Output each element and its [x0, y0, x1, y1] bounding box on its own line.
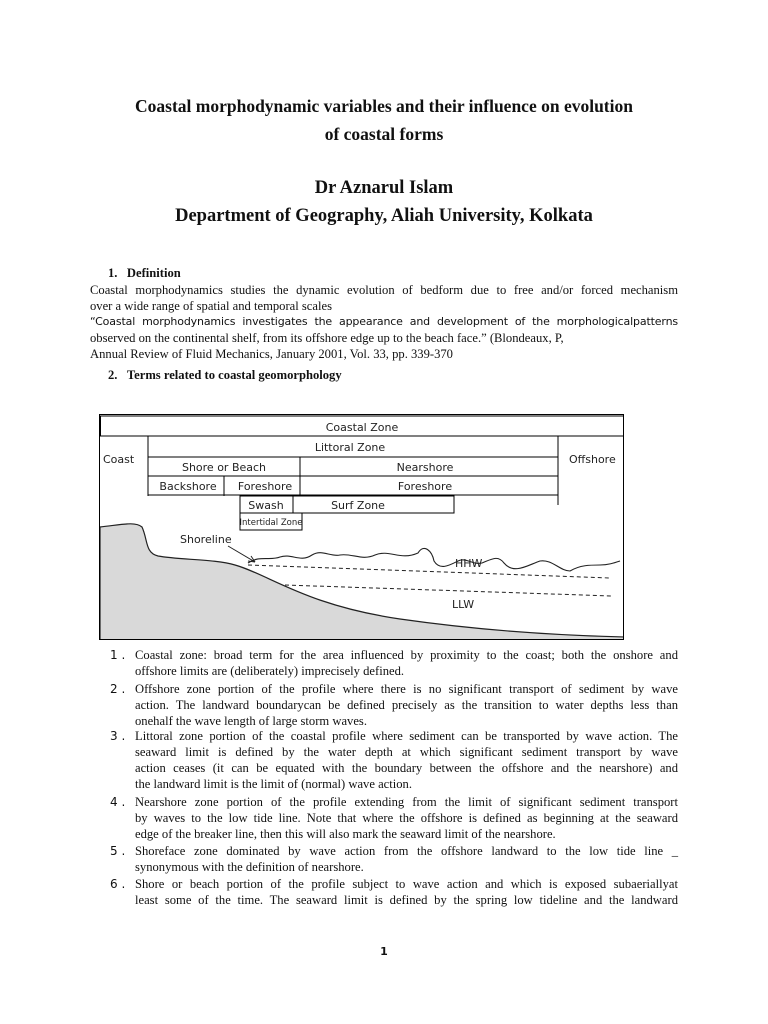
list-item-line: action ceases (it can be equated with the boundary between the offshore and the nearshore) and	[135, 761, 678, 775]
list-item-line: Coastal zone: broad term for the area influenced by proximity to the coast; both the onshore and	[135, 648, 678, 662]
coastal-zone-diagram	[99, 414, 624, 640]
coast-label: Coast	[103, 453, 135, 466]
water-surface-line	[248, 548, 620, 571]
llw-line	[285, 585, 612, 596]
offshore-label: Offshore	[569, 453, 616, 466]
list-item-line: onehalf the wave length of large storm waves.	[135, 714, 367, 728]
section-heading-terms: 2. Terms related to coastal geomorphology	[108, 368, 342, 382]
list-number: 1 .	[110, 648, 126, 662]
land-profile	[100, 524, 624, 640]
list-item-line: Shore or beach portion of the profile subject to wave action and which is exposed subaeriallyat	[135, 877, 678, 891]
document-title-line-2: of coastal forms	[324, 124, 444, 144]
list-item-line: Offshore zone portion of the profile where there is no significant transport of sediment by wave	[135, 682, 678, 696]
hhw-line	[248, 565, 610, 578]
list-item-line: Shoreface zone dominated by wave action from the offshore landward to the low tide line _	[135, 844, 678, 858]
document-title-line-1: Coastal morphodynamic variables and their influence on evolution	[135, 96, 633, 116]
list-item-line: least some of the time. The seaward limit is defined by the spring low tideline and the landward	[135, 893, 678, 907]
list-number: 5 .	[110, 844, 126, 858]
littoral-zone-label: Littoral Zone	[314, 441, 386, 454]
list-item-line: the landward limit is the limit of (normal) wave action.	[135, 777, 412, 791]
definition-quote-line-2: observed on the continental shelf, from its offshore edge up to the beach face.” (Blondeaux, P,	[90, 331, 564, 345]
definition-line-1: Coastal morphodynamics studies the dynamic evolution of bedform due to free and/or forced mechanism	[90, 283, 678, 297]
foreshore-right-label: Foreshore	[397, 480, 453, 493]
list-item-line: Littoral zone portion of the coastal profile where sediment can be transported by wave action. The	[135, 729, 678, 743]
definition-quote-line-1: “Coastal morphodynamics investigates the appearance and development of the morphologicalpatterns	[90, 315, 678, 328]
backshore-label: Backshore	[159, 480, 217, 493]
intertidal-zone-label: Intertidal Zone	[239, 518, 303, 528]
llw-label: LLW	[452, 598, 475, 611]
list-number: 4 .	[110, 795, 126, 809]
list-item-line: offshore limits are (deliberately) imprecisely defined.	[135, 664, 405, 678]
list-item-line: by waves to the low tide line. Note that where the offshore is defined as beginning at the seaward	[135, 811, 678, 825]
hhw-label: HHW	[455, 557, 483, 570]
shoreline-arrow	[228, 546, 255, 562]
author-name: Dr Aznarul Islam	[314, 178, 454, 198]
page-number: 1	[380, 945, 388, 958]
surf-zone-label: Surf Zone	[331, 499, 385, 512]
list-item-line: Nearshore zone portion of the profile extending from the limit of significant sediment transport	[135, 795, 678, 809]
shoreline-label: Shoreline	[180, 533, 232, 546]
list-item-line: synonymous with the definition of nearshore.	[135, 860, 364, 874]
list-item-line: action. The landward boundarycan be defined precisely as the transition to water depths less than	[135, 698, 678, 712]
foreshore-left-label: Foreshore	[237, 480, 293, 493]
coastal-zone-label: Coastal Zone	[325, 421, 399, 434]
list-number: 6 .	[110, 877, 126, 891]
list-number: 2 .	[110, 682, 126, 696]
author-affiliation: Department of Geography, Aliah University, Kolkata	[175, 206, 593, 226]
definition-citation: Annual Review of Fluid Mechanics, January 2001, Vol. 33, pp. 339-370	[90, 347, 453, 361]
shore-or-beach-label: Shore or Beach	[181, 461, 267, 474]
list-item-line: edge of the breaker line, then this will also mark the seaward limit of the nearshore.	[135, 827, 556, 841]
list-item-line: seaward limit is defined by the water depth at which significant sediment transport by wave	[135, 745, 678, 759]
list-number: 3 .	[110, 729, 126, 743]
nearshore-label: Nearshore	[396, 461, 454, 474]
swash-label: Swash	[248, 499, 284, 512]
definition-line-2: over a wide range of spatial and temporal scales	[90, 299, 332, 313]
section-heading-definition: 1. Definition	[108, 266, 181, 280]
